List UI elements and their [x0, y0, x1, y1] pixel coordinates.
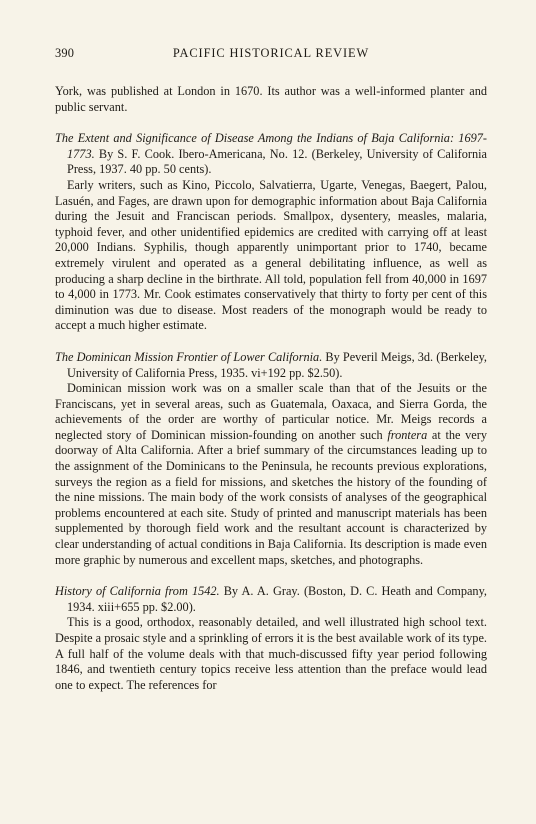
page-number: 390	[55, 46, 75, 60]
review-body-text: at the very doorway of Alta California. After a brief summary of the circumstances leading up to the assignment of the Dominicans to the Peninsula, he recounts previous explorations, surveys the region as a field for missions, and sketches the history of the founding of the nine missions. The main body of the work consists of analyses of the geographical problems encountered at each site. Study of printed and manuscript materials has been supplemented by thorough field work and the resultant account is characterized by clear understanding of actual conditions in Baja California. Its description is made even more graphic by numerous and excellent maps, sketches, and photographs.	[55, 427, 487, 567]
review-details: By A. A. Gray. (Boston, D. C. Heath and Company, 1934. xiii+655 pp. $2.00).	[67, 584, 487, 614]
review-title: The Dominican Mission Frontier of Lower California.	[55, 349, 323, 364]
review-body-text: Dominican mission work was on a smaller scale than that of the Jesuits or the Franciscans, yet in several areas, such as Guatemala, Oaxaca, and Sierra Gorda, the achievements of the order are worthy of particular notice. Mr. Meigs records a neglected story of Dominican mission-founding on another such	[55, 381, 487, 442]
review-details: By S. F. Cook. Ibero-Americana, No. 12. (Berkeley, University of California Press, 1937. 40 pp. 50 cents).	[67, 146, 487, 177]
review-title: History of California from 1542.	[55, 584, 220, 599]
opening-paragraph: York, was published at London in 1670. Its author was a well-informed planter and public servant.	[55, 84, 487, 114]
review-heading	[55, 131, 487, 178]
review-heading	[55, 350, 487, 381]
review-body: This is a good, orthodox, reasonably detailed, and well illustrated high school text. Despite a prosaic style and a sprinkling of errors it is the best available work of its type. A full half of the volume deals with that much-discussed fifty year period following 1846, and twentieth century topics receive less attention than the preface would lead one to expect. The references for	[55, 615, 487, 692]
review-body-emphasis: frontera	[387, 427, 428, 442]
review-heading	[55, 584, 487, 615]
page-header	[55, 46, 487, 66]
review-body	[55, 381, 487, 568]
review-title: The Extent and Significance of Disease Among the Indians of Baja California: 1697-1773.	[55, 131, 487, 161]
review-details: By Peveril Meigs, 3d. (Berkeley, University of California Press, 1935. vi+192 pp. $2.50).	[67, 349, 488, 380]
review-body: Early writers, such as Kino, Piccolo, Salvatierra, Ugarte, Venegas, Baegert, Palou, Lasuén, and Fages, are drawn upon for demographic information about Baja California during the Jesuit and Franciscan periods. Smallpox, dysentery, measles, malaria, typhoid fever, and other unidentified epidemics are credited with carrying off at least 20,000 Indians. Syphilis, though apparently unimportant prior to 1740, became extremely virulent and operated as a general debilitating influence, as well as producing a sharp decline in the birthrate. All told, population fell from 40,000 in 1697 to 4,000 in 1773. Mr. Cook estimates conservatively that thirty to forty per cent of this diminution was due to disease. Most readers of the monograph would be ready to accept a much higher estimate.	[55, 177, 487, 333]
journal-page	[55, 46, 487, 693]
running-title: PACIFIC HISTORICAL REVIEW	[172, 46, 370, 60]
page-content	[55, 84, 487, 693]
